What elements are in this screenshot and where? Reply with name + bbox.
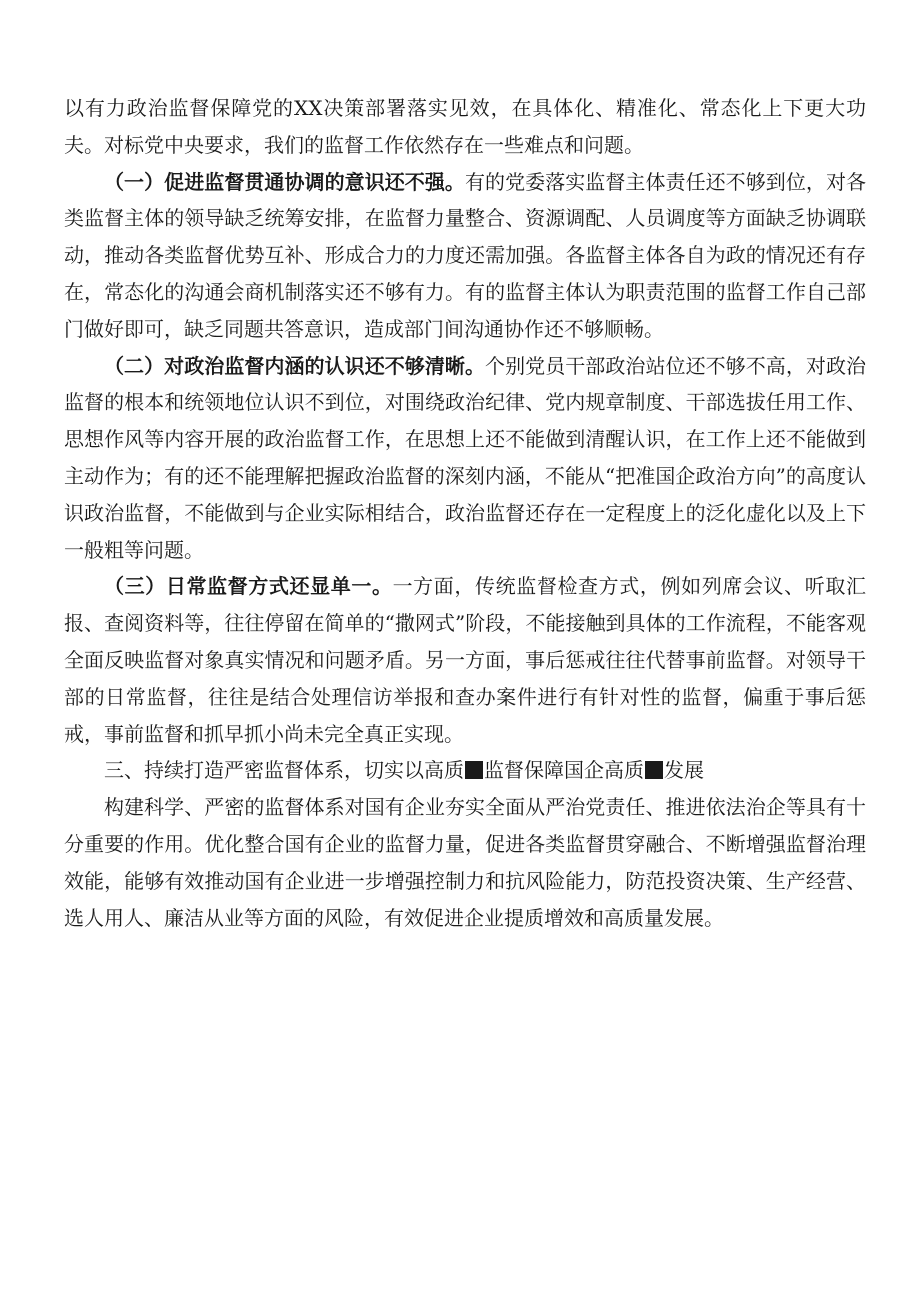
issue-1-body: 有的党委落实监督主体责任还不够到位，对各类监督主体的领导缺乏统筹安排，在监督力量整合、资源调配、人员调度等方面缺乏协调联动，推动各类监督优势互补、形成合力的力度还需加强。各监督主体各自为政的情况还有存在，常态化的沟通会商机制落实还不够有力。有的监督主体认为职责范围的监督工作自己部门做好即可，缺乏同题共答意识，造成部门间沟通协作还不够顺畅。 (64, 169, 867, 341)
missing-glyph-block-icon (645, 761, 663, 779)
paragraph-intro-continuation: 以有力政治监督保障党的XX决策部署落实见效，在具体化、精准化、常态化上下更大功夫。对标党中央要求，我们的监督工作依然存在一些难点和问题。 (64, 96, 866, 157)
section-3-heading-part-3: 发展 (664, 758, 704, 783)
paragraph-section-3-body: 构建科学、严密的监督体系对国有企业夯实全面从严治党责任、推进依法治企等具有十分重要的作用。优化整合国有企业的监督力量，促进各类监督贯穿融合、不断增强监督治理效能，能够有效推动国有企业进一步增强控制力和抗风险能力，防范投资决策、生产经营、选人用人、廉洁从业等方面的风险，有效促进企业提质增效和高质量发展。 (64, 795, 866, 930)
paragraph-issue-1 (64, 164, 866, 348)
paragraph-issue-3 (64, 568, 866, 752)
section-3-heading-part-1: 三、持续打造严密监督体系，切实以高质 (104, 758, 464, 783)
issue-2-heading: （二）对政治监督内涵的认识还不够清晰。 (104, 353, 486, 378)
section-3-heading (64, 752, 866, 789)
missing-glyph-block-icon (465, 761, 483, 779)
section-3-heading-part-2: 监督保障国企高质 (484, 758, 644, 783)
issue-3-heading: （三）日常监督方式还显单一。 (104, 574, 393, 599)
paragraph-issue-2 (64, 348, 866, 569)
issue-1-heading: （一）促进监督贯通协调的意识还不强。 (104, 169, 465, 194)
issue-2-body: 个别党员干部政治站位还不够不高，对政治监督的根本和统领地位认识不到位，对围绕政治纪律、党内规章制度、干部选拔任用工作、思想作风等内容开展的政治监督工作，在思想上还不能做到清醒认识，在工作上还不能做到主动作为；有的还不能理解把握政治监督的深刻内涵，不能从“把准国企政治方向”的高度认识政治监督，不能做到与企业实际相结合，政治监督还存在一定程度上的泛化虚化以及上下一般粗等问题。 (64, 353, 867, 562)
issue-3-body: 一方面，传统监督检查方式，例如列席会议、听取汇报、查阅资料等，往往停留在简单的“撒网式”阶段，不能接触到具体的工作流程，不能客观全面反映监督对象真实情况和问题矛盾。另一方面，事后惩戒往往代替事前监督。对领导干部的日常监督，往往是结合处理信访举报和查办案件进行有针对性的监督，偏重于事后惩戒，事前监督和抓早抓小尚未完全真正实现。 (64, 574, 867, 746)
